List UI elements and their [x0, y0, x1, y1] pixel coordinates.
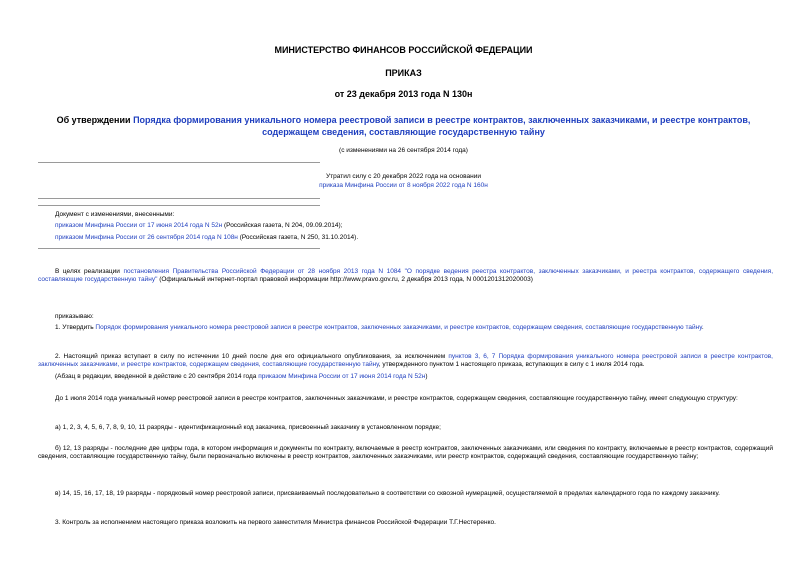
- item-2-note-start: (Абзац в редакции, введенной в действие с 20 сентября 2014 года: [55, 373, 259, 380]
- item-1-tail: .: [701, 324, 704, 331]
- structure-intro-paragraph: До 1 июля 2014 года уникальный номер реестровой записи в реестре контрактов, заключенных заказчиками, и реестре контрактов, содержащем сведения, составляющие государственную тайну, имеет следующую структуру:: [55, 395, 738, 402]
- changes-item-2-tail: (Российская газета, N 250, 31.10.2014).: [237, 234, 359, 241]
- item-2-start: 2. Настоящий приказ вступает в силу по истечении 10 дней после дня его официального опубликования, за исключением: [55, 353, 449, 360]
- divider: [38, 198, 320, 199]
- divider: [38, 205, 320, 206]
- preamble-decree-link[interactable]: постановления Правительства Российской Федерации от 28 ноября 2013 года N 1084 "О порядке ведения реестра контрактов, заключенных заказчиками, и реестра контрактов, содержащего сведения, составляющие государственную тайну": [38, 268, 773, 284]
- item-2-note-link[interactable]: приказом Минфина России от 17 июня 2014 года N 52н: [258, 373, 426, 380]
- divider: [38, 248, 320, 249]
- preamble-tail: (Официальный интернет-портал правовой информации http://www.pravo.gov.ru, 2 декабря 2013 года, N 0001201312020003): [157, 276, 533, 284]
- title-link-line2[interactable]: содержащем сведения, составляющие государственную тайну: [262, 127, 545, 137]
- subitem-c: в) 14, 15, 16, 17, 18, 19 разряды - порядковый номер реестровой записи, присваиваемый последовательно в соответствии со сквозной нумерацией, осуществляемой в пределах календарного года по каждому заказчику.: [55, 490, 720, 497]
- item-2-points-link[interactable]: пунктов 3, 6, 7 Порядка формирования уникального номера реестровой записи в реестре контрактов, заключенных заказчиками, и реестре контрактов, содержащем сведения, составляющие государственную тайну: [38, 353, 773, 369]
- changes-item-2: [55, 234, 358, 242]
- expiry-link[interactable]: приказа Минфина России от 8 ноября 2022 года N 160н: [319, 182, 488, 189]
- item-1-procedure-link[interactable]: Порядок формирования уникального номера реестровой записи в реестре контрактов, заключенных заказчиками, и реестре контрактов, содержащем сведения, составляющие государственную тайну: [95, 324, 702, 331]
- item-2-note-end: ): [425, 373, 428, 380]
- document-type: ПРИКАЗ: [385, 68, 422, 78]
- item-2-edit-note: [55, 373, 428, 381]
- document-date-number: от 23 декабря 2013 года N 130н: [334, 89, 473, 99]
- changes-item-2-link[interactable]: приказом Минфина России от 26 сентября 2014 года N 108н: [55, 234, 238, 241]
- item-2-paragraph: [38, 353, 773, 369]
- revision-note: (с изменениями на 26 сентября 2014 года): [339, 147, 468, 154]
- item-1-paragraph: [38, 324, 773, 332]
- changes-item-1-tail: (Российская газета, N 204, 09.09.2014);: [222, 222, 343, 229]
- order-word: приказываю:: [55, 313, 94, 320]
- changes-label: Документ с изменениями, внесенными:: [55, 211, 175, 218]
- document-title: [0, 114, 807, 138]
- preamble-start: В целях реализации: [55, 268, 124, 275]
- changes-item-1-link[interactable]: приказом Минфина России от 17 июня 2014 года N 52н: [55, 222, 223, 229]
- changes-item-1: [55, 222, 342, 230]
- divider: [38, 162, 320, 163]
- item-3-paragraph: 3. Контроль за исполнением настоящего приказа возложить на первого заместителя Министра финансов Российской Федерации Т.Г.Нестеренко.: [55, 519, 496, 526]
- item-1-start: 1. Утвердить: [55, 324, 96, 331]
- preamble-paragraph: [38, 268, 773, 284]
- subitem-a: а) 1, 2, 3, 4, 5, 6, 7, 8, 9, 10, 11 разряды - идентификационный код заказчика, присвоенный заказчику в установленном порядке;: [55, 424, 441, 431]
- title-link-line1[interactable]: Порядка формирования уникального номера реестровой записи в реестре контрактов, заключенных заказчиками, и реестре контрактов,: [133, 115, 751, 125]
- expiry-note: Утратил силу с 20 декабря 2022 года на основании: [326, 173, 481, 180]
- subitem-b: б) 12, 13 разряды - последние две цифры года, в котором информация и документы по контракту, включаемые в реестр контрактов, заключенных заказчиками, или сведения по контракту, включаемые в реестр контрактов, содержащий сведения, составляющие государственную тайну, были первоначально включены в реестр контрактов, заключенных заказчиками, или реестр контрактов, содержащий сведения, составляющие государственную тайну;: [38, 445, 773, 461]
- item-2-tail: , утвержденного пунктом 1 настоящего приказа, вступающих в силу с 1 июля 2014 года.: [378, 361, 645, 369]
- title-prefix: Об утверждении: [56, 115, 134, 125]
- ministry-name: МИНИСТЕРСТВО ФИНАНСОВ РОССИЙСКОЙ ФЕДЕРАЦИИ: [274, 45, 533, 55]
